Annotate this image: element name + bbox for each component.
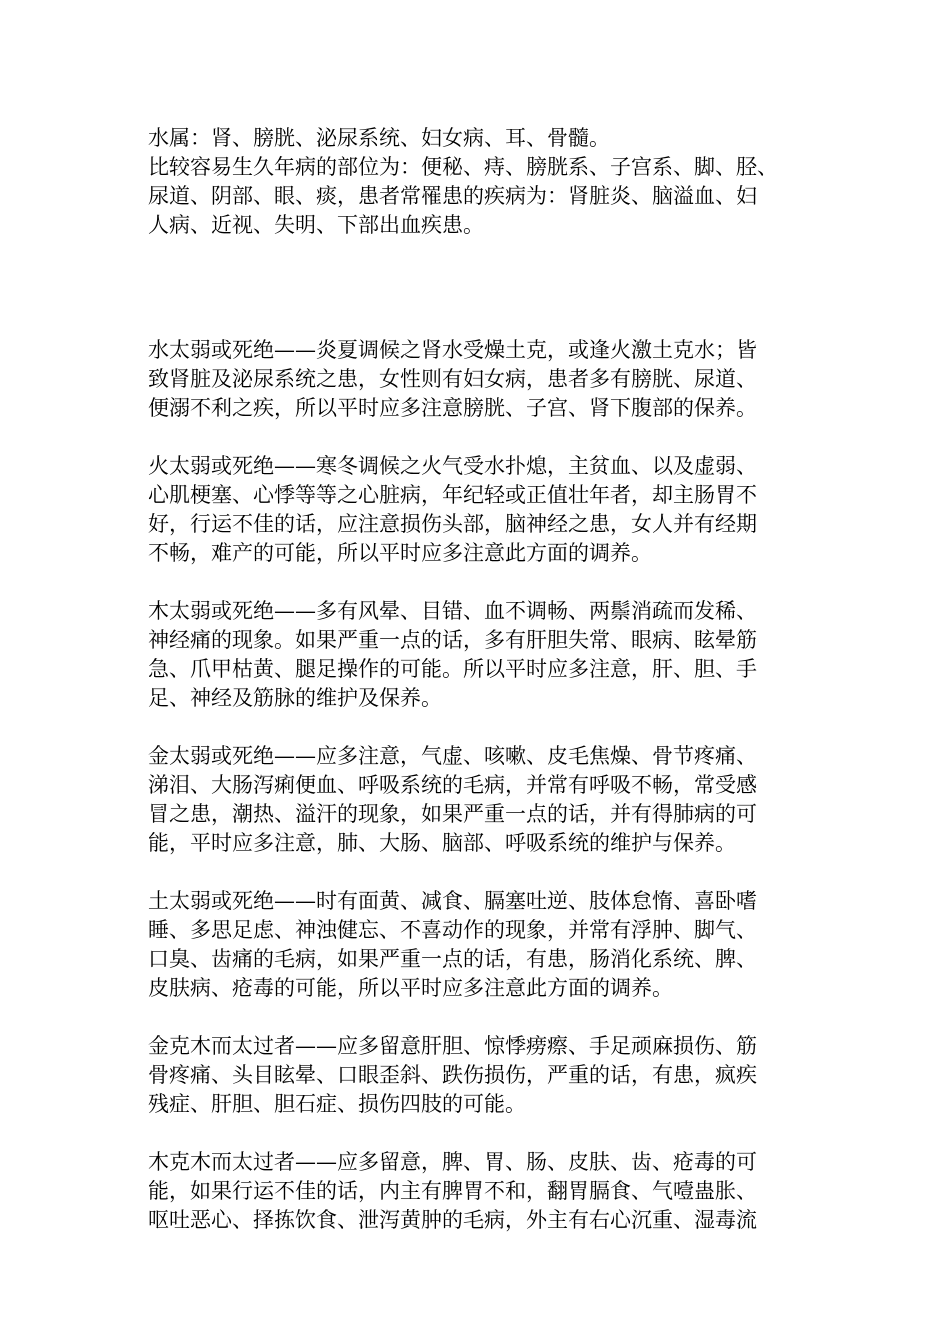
- text-line: 皮肤病、疮毒的可能，所以平时应多注意此方面的调养。: [148, 976, 673, 1000]
- paragraph-metal-over-wood: [148, 1032, 808, 1119]
- text-line: 致肾脏及泌尿系统之患，女性则有妇女病，患者多有膀胱、尿道、: [148, 367, 757, 391]
- text-line: 好，行运不佳的话，应注意损伤头部，脑神经之患，女人并有经期: [148, 512, 757, 536]
- text-line: 能，如果行运不佳的话，内主有脾胃不和，翻胃膈食、气噎蛊胀、: [148, 1179, 757, 1203]
- text-line: 残症、肝胆、胆石症、损伤四肢的可能。: [148, 1092, 526, 1116]
- text-line: 不畅，难产的可能，所以平时应多注意此方面的调养。: [148, 541, 652, 565]
- paragraph-wood-weak: [148, 597, 808, 713]
- paragraph-spacer: [148, 568, 808, 597]
- section-spacer: [148, 240, 808, 336]
- text-line: 金克木而太过者——应多留意肝胆、惊悸痨瘵、手足顽麻损伤、筋: [148, 1034, 757, 1058]
- intro-section: [148, 124, 808, 240]
- paragraph-spacer: [148, 713, 808, 742]
- paragraph-water-weak: [148, 336, 808, 423]
- document-page: [148, 124, 808, 1235]
- text-line: 呕吐恶心、择拣饮食、泄泻黄肿的毛病，外主有右心沉重、湿毒流: [148, 1208, 757, 1232]
- text-line: 神经痛的现象。如果严重一点的话，多有肝胆失常、眼病、眩晕筋: [148, 628, 757, 652]
- text-line: 急、爪甲枯黄、腿足操作的可能。所以平时应多注意，肝、胆、手: [148, 657, 757, 681]
- paragraph-wood-over-earth: [148, 1148, 808, 1235]
- text-line: 冒之患，潮热、溢汗的现象，如果严重一点的话，并有得肺病的可: [148, 802, 757, 826]
- text-line: 水太弱或死绝——炎夏调候之肾水受燥土克，或逢火激土克水；皆: [148, 338, 757, 362]
- text-line: 土太弱或死绝——时有面黄、减食、膈塞吐逆、肢体怠惰、喜卧嗜: [148, 889, 757, 913]
- text-line: 火太弱或死绝——寒冬调候之火气受水扑熄，主贫血、以及虚弱、: [148, 454, 757, 478]
- text-line: 足、神经及筋脉的维护及保养。: [148, 686, 442, 710]
- paragraph-earth-weak: [148, 887, 808, 1003]
- text-line: 比较容易生久年病的部位为：便秘、痔、膀胱系、子宫系、脚、胫、: [148, 155, 778, 179]
- text-line: 涕泪、大肠泻痢便血、呼吸系统的毛病，并常有呼吸不畅，常受感: [148, 773, 757, 797]
- text-line: 心肌梗塞、心悸等等之心脏病，年纪轻或正值壮年者，却主肠胃不: [148, 483, 757, 507]
- text-line: 睡、多思足虑、神浊健忘、不喜动作的现象，并常有浮肿、脚气、: [148, 918, 757, 942]
- paragraph-spacer: [148, 423, 808, 452]
- text-line: 能，平时应多注意，肺、大肠、脑部、呼吸系统的维护与保养。: [148, 831, 736, 855]
- paragraph-metal-weak: [148, 742, 808, 858]
- paragraph-fire-weak: [148, 452, 808, 568]
- text-line: 木太弱或死绝——多有风晕、目错、血不调畅、两鬃消疏而发稀、: [148, 599, 757, 623]
- paragraph-spacer: [148, 1003, 808, 1032]
- text-line: 尿道、阴部、眼、痰，患者常罹患的疾病为：肾脏炎、脑溢血、妇: [148, 184, 757, 208]
- text-line: 便溺不利之疾，所以平时应多注意膀胱、子宫、肾下腹部的保养。: [148, 396, 757, 420]
- paragraph-spacer: [148, 858, 808, 887]
- text-line: 骨疼痛、头目眩晕、口眼歪斜、跌伤损伤，严重的话，有患，疯疾: [148, 1063, 757, 1087]
- text-line: 木克木而太过者——应多留意，脾、胃、肠、皮肤、齿、疮毒的可: [148, 1150, 757, 1174]
- text-line: 水属：肾、膀胱、泌尿系统、妇女病、耳、骨髓。: [148, 126, 610, 150]
- text-line: 口臭、齿痛的毛病，如果严重一点的话，有患，肠消化系统、脾、: [148, 947, 757, 971]
- text-line: 金太弱或死绝——应多注意，气虚、咳嗽、皮毛焦燥、骨节疼痛、: [148, 744, 757, 768]
- paragraph-spacer: [148, 1119, 808, 1148]
- text-line: 人病、近视、失明、下部出血疾患。: [148, 213, 484, 237]
